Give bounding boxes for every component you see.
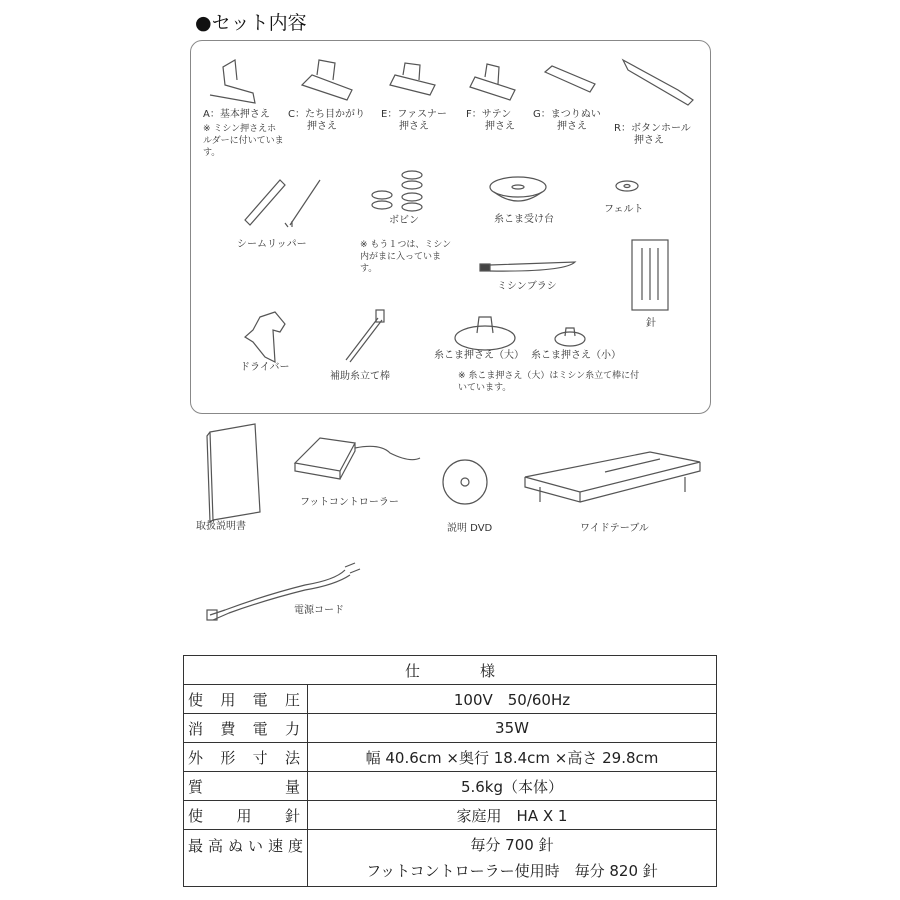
felt-label: フェルト [604, 204, 644, 215]
foot-label-sub: 押さえ [557, 121, 587, 132]
spool-cap-small-label: 糸こま押さえ（小） [531, 350, 621, 361]
spool-cap-note: ※ 糸こま押さえ（大）はミシン糸立て棒に付いています。 [458, 371, 640, 393]
needle-label: 針 [646, 318, 656, 329]
manual-label: 取扱説明書 [196, 521, 246, 532]
table-row [184, 801, 717, 830]
spool-base-label: 糸こま受け台 [494, 214, 554, 225]
spec-value: 5.6kg（本体） [308, 772, 717, 801]
spec-key: 消費電力 [184, 714, 308, 743]
spec-key: 外形寸法 [184, 743, 308, 772]
foot-label-sub: 押さえ [634, 135, 664, 146]
seam-ripper-label: シームリッパー [237, 239, 307, 250]
bobbin-label: ボビン [389, 215, 419, 226]
table-header-row [184, 656, 717, 685]
foot-label-sub: 押さえ [485, 121, 515, 132]
spec-value-line: フットコントローラー使用時 毎分 820 針 [366, 862, 658, 880]
spool-cap-large-label: 糸こま押さえ（大） [434, 350, 524, 361]
foot-label-sub: 押さえ [307, 121, 337, 132]
spec-header: 仕 様 [184, 656, 717, 685]
spec-table [183, 655, 717, 887]
spec-value: 100V 50/60Hz [308, 685, 717, 714]
foot-label: A：基本押さえ [203, 109, 270, 120]
power-cord-label: 電源コード [294, 605, 344, 616]
table-row [184, 743, 717, 772]
wide-table-label: ワイドテーブル [580, 523, 649, 534]
table-row [184, 772, 717, 801]
spec-value: 家庭用 HA X 1 [308, 801, 717, 830]
foot-label: G：まつりぬい [533, 109, 601, 120]
spec-value: 35W [308, 714, 717, 743]
spec-key: 質量 [184, 772, 308, 801]
table-row [184, 830, 717, 887]
table-row [184, 714, 717, 743]
wide-table-illustration [520, 447, 820, 597]
bobbin-note: ※ もう１つは、ミシン内がまに入っています。 [360, 240, 452, 274]
screwdriver-label: ドライバー [240, 362, 290, 373]
table-row [184, 685, 717, 714]
foot-controller-label: フットコントローラー [300, 497, 399, 508]
spec-key: 使用電圧 [184, 685, 308, 714]
spec-value [308, 830, 717, 887]
spec-value: 幅 40.6cm ×奥行 18.4cm ×高さ 29.8cm [308, 743, 717, 772]
brush-label: ミシンブラシ [497, 281, 557, 292]
section-title: ●セット内容 [195, 12, 307, 34]
foot-label: F：サテン [466, 109, 512, 120]
foot-label: C：たち目かがり [288, 109, 365, 120]
spool-pin-label: 補助糸立て棒 [330, 371, 390, 382]
spec-key: 最高ぬい速度 [184, 830, 308, 887]
spec-value-line: 毎分 700 針 [470, 836, 554, 854]
foot-label-sub: 押さえ [399, 121, 429, 132]
foot-note: ※ ミシン押さえホルダーに付いています。 [203, 124, 284, 158]
dvd-label: 説明 DVD [447, 523, 493, 534]
foot-label: R：ボタンホール [614, 123, 691, 134]
spec-key: 使用針 [184, 801, 308, 830]
foot-label: E：ファスナー [381, 109, 447, 120]
